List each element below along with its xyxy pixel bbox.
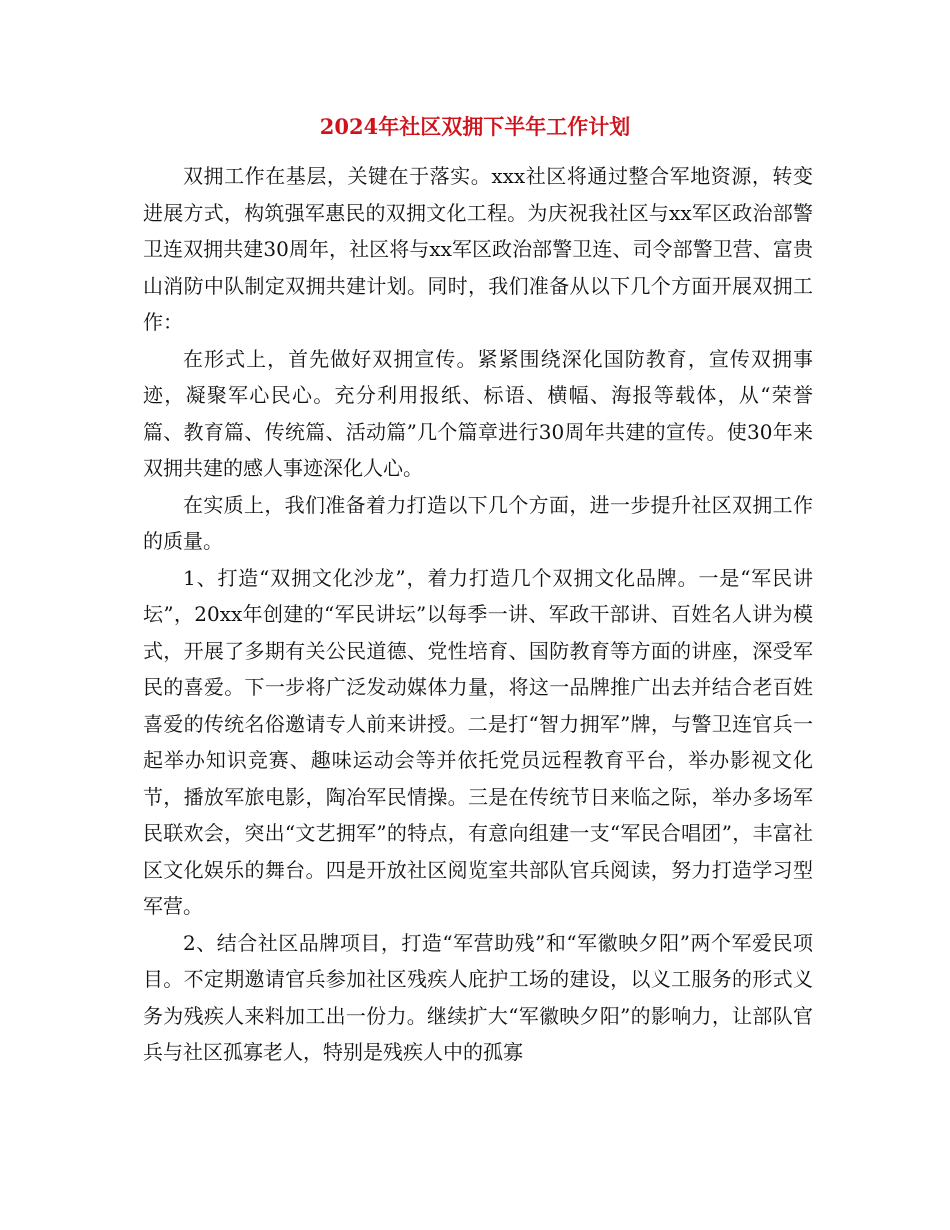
paragraph-form: 在形式上，首先做好双拥宣传。紧紧围绕深化国防教育，宣传双拥事迹，凝聚军心民心。充分利用报纸、标语、横幅、海报等载体，从“荣誉篇、教育篇、传统篇、活动篇”几个篇章进行30周年共建的宣传。使30年来双拥共建的感人事迹深化人心。 (143, 346, 813, 480)
paragraph-intro: 双拥工作在基层，关键在于落实。xxx社区将通过整合军地资源，转变进展方式，构筑强军惠民的双拥文化工程。为庆祝我社区与xx军区政治部警卫连双拥共建30周年，社区将与xx军区政治部警卫连、司令部警卫营、富贵山消防中队制定双拥共建计划。同时，我们准备从以下几个方面开展双拥工作： (143, 164, 813, 334)
paragraph-substance: 在实质上，我们准备着力打造以下几个方面，进一步提升社区双拥工作的质量。 (143, 492, 813, 553)
paragraph-item-2: 2、结合社区品牌项目，打造“军营助残”和“军徽映夕阳”两个军爱民项目。不定期邀请官兵参加社区残疾人庇护工场的建设，以义工服务的形式义务为残疾人来料加工出一份力。继续扩大“军徽映夕阳”的影响力，让部队官兵与社区孤寡老人，特别是残疾人中的孤寡 (143, 930, 813, 1064)
document-body (143, 158, 813, 1071)
document-title: 2024年社区双拥下半年工作计划 (319, 114, 631, 139)
paragraph-item-1: 1、打造“双拥文化沙龙”，着力打造几个双拥文化品牌。一是“军民讲坛”，20xx年创建的“军民讲坛”以每季一讲、军政干部讲、百姓名人讲为模式，开展了多期有关公民道德、党性培育、国防教育等方面的讲座，深受军民的喜爱。下一步将广泛发动媒体力量，将这一品牌推广出去并结合老百姓喜爱的传统名俗邀请专人前来讲授。二是打“智力拥军”牌，与警卫连官兵一起举办知识竞赛、趣味运动会等并依托党员远程教育平台，举办影视文化节，播放军旅电影，陶冶军民情操。三是在传统节日来临之际，举办多场军民联欢会，突出“文艺拥军”的特点，有意向组建一支“军民合唱团”，丰富社区文化娱乐的舞台。四是开放社区阅览室共部队官兵阅读，努力打造学习型军营。 (143, 565, 813, 918)
